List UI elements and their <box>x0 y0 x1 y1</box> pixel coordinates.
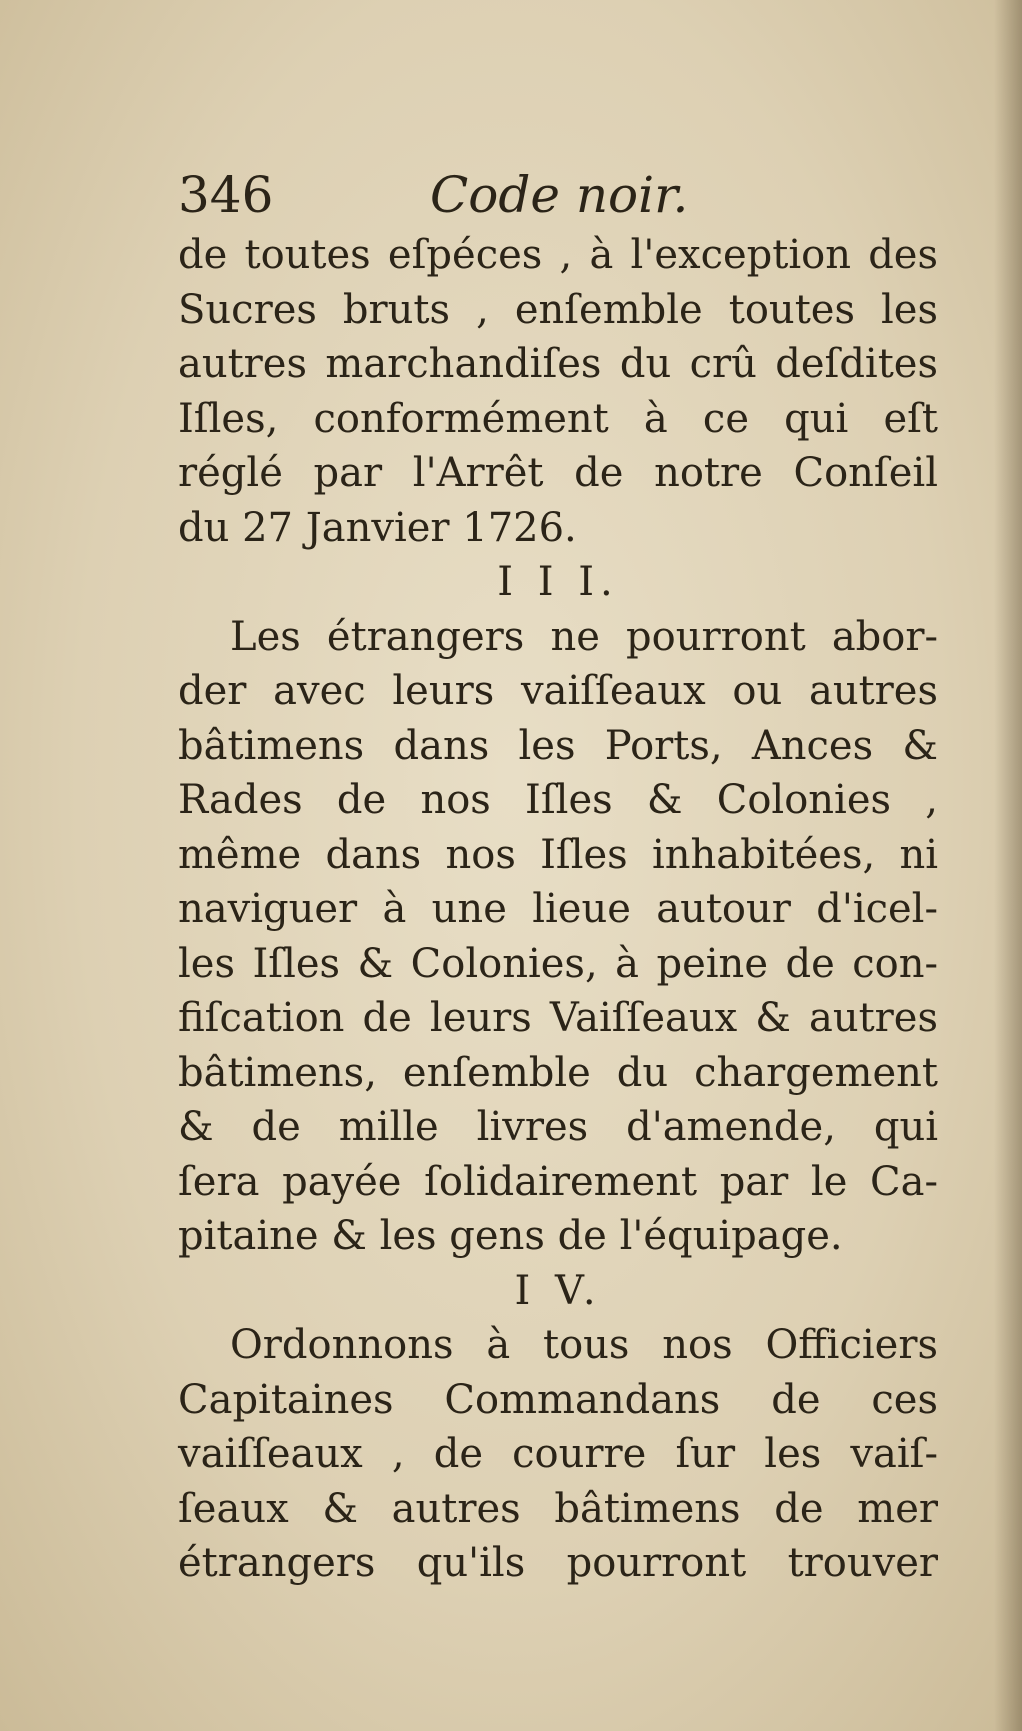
text-line: & de mille livres d'amende, qui <box>178 1104 938 1150</box>
text-line: der avec leurs vaiſſeaux ou autres <box>178 668 938 714</box>
page-header <box>178 165 938 235</box>
text-line: bâtimens, enſemble du chargement <box>178 1049 938 1096</box>
text-line: naviguer à une lieue autour d'icel- <box>178 886 938 932</box>
text-line: Capitaines Commandans de ces <box>178 1376 938 1423</box>
text-line: du 27 Janvier 1726. <box>178 504 577 551</box>
article-3-text <box>178 610 938 1264</box>
text-line: ſera payée ſolidairement par le Ca- <box>178 1158 938 1205</box>
text-line: même dans nos Iſles inhabitées, ni <box>178 831 938 878</box>
text-line: bâtimens dans les Ports, Ances & <box>178 722 938 769</box>
text-line: de toutes eſpéces , à l'exception des <box>178 232 938 278</box>
article-4-text <box>178 1318 938 1591</box>
text-line: autres marchandiſes du crû deſdites <box>178 341 938 387</box>
text-line: étrangers qu'ils pourront trouver <box>178 1540 938 1586</box>
text-line: les Iſles & Colonies, à peine de con- <box>178 940 938 987</box>
text-line: ſeaux & autres bâtimens de mer <box>178 1485 938 1532</box>
text-line: réglé par l'Arrêt de notre Conſeil <box>178 450 938 496</box>
page-number: 346 <box>178 166 274 224</box>
text-line: fiſcation de leurs Vaiſſeaux & autres <box>178 995 938 1041</box>
text-line: Sucres bruts , enſemble toutes les <box>178 286 938 333</box>
text-line: pitaine & les gens de l'équipage. <box>178 1213 843 1259</box>
article-number-3: I I I. <box>497 559 619 605</box>
article-number-4: I V. <box>514 1267 602 1314</box>
running-title: Code noir. <box>430 166 689 224</box>
paragraph-continued <box>178 228 938 555</box>
text-line: Ordonnons à tous nos Officiers <box>230 1322 938 1368</box>
text-line: Iſles, conformément à ce qui eſt <box>178 395 938 442</box>
text-line: Rades de nos Iſles & Colonies , <box>178 777 938 823</box>
text-line: vaiſſeaux , de courre ſur les vaiſ- <box>178 1431 938 1477</box>
page-gutter-shadow <box>994 0 1022 1731</box>
text-line: Les étrangers ne pourront abor- <box>230 613 938 660</box>
body-text <box>178 228 938 1591</box>
